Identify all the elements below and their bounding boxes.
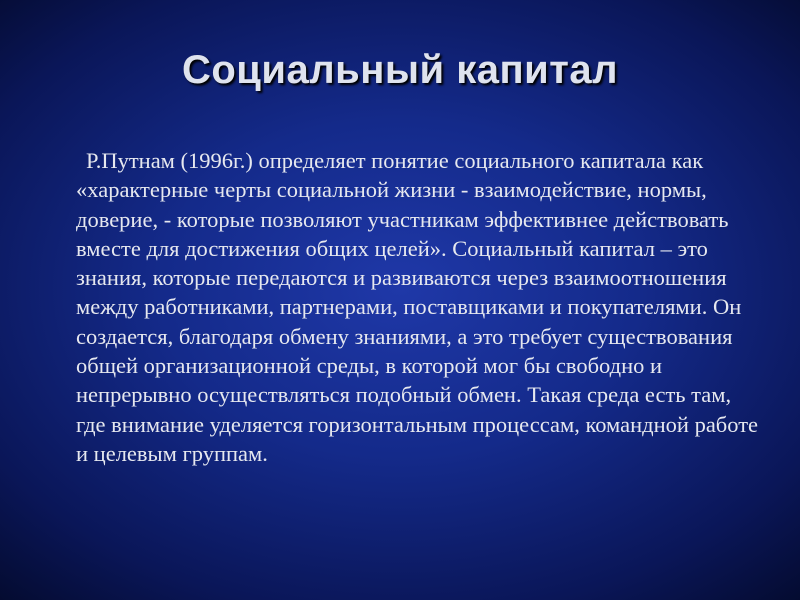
- slide-title: Социальный капитал: [181, 48, 619, 92]
- slide-body-paragraph: Р.Путнам (1996г.) определяет понятие социального капитала как «характерные черты социальной жизни - взаимодействие, нормы, доверие, - которые позволяют участникам эффективнее действовать вместе для достижения общих целей». Социальный капитал – это знания, которые передаются и развиваются через взаимоотношения между работниками, партнерами, поставщиками и покупателями. Он создается, благодаря обмену знаниями, а это требует существования общей организационной среды, в которой мог бы свободно и непрерывно осуществляться подобный обмен. Такая среда есть там, где внимание уделяется горизонтальным процессам, командной работе и целевым группам.: [76, 148, 759, 466]
